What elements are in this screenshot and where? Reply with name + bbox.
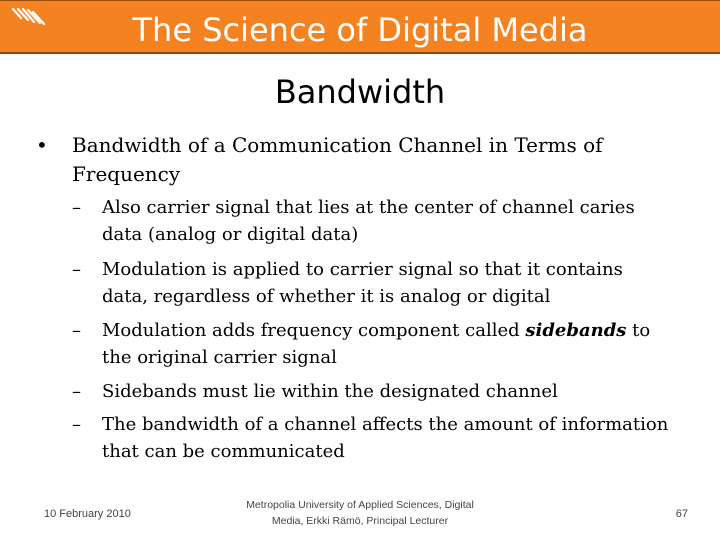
sub-bullet [72,256,672,310]
sub-bullet [72,378,672,405]
sub-bullet-text: The bandwidth of a channel affects the amount of information that can be communicated [102,414,669,462]
footer-credits-line1: Metropolia University of Applied Sciences, Digital [246,499,474,511]
sub-bullet-mark: – [72,320,81,341]
sub-bullet [72,317,672,371]
footer-date: 10 February 2010 [44,508,131,520]
sub-bullet-mark: – [72,197,81,218]
sub-bullet [72,194,672,248]
sub-bullet-mark: – [72,381,81,402]
bullet-main [36,131,654,189]
sub-bullet [72,411,672,465]
page-number: 67 [675,508,688,520]
header-title: The Science of Digital Media [132,11,588,49]
sub-bullet-mark: – [72,259,81,280]
bullet-mark: • [36,133,48,157]
footer-credits-line2: Media, Erkki Rämö, Principal Lecturer [271,515,449,527]
slide-title: Bandwidth [274,73,446,111]
sidebands-emphasis: sidebands [525,320,627,341]
sub-bullet-mark: – [72,414,81,435]
sub-bullet-text: Also carrier signal that lies at the center of channel caries data (analog or digital data) [102,197,635,245]
sub-bullet-text-after: to the original carrier signal [102,320,651,368]
footer-credits [220,497,500,529]
sub-bullet-text: Sidebands must lie within the designated channel [102,381,558,402]
sub-bullet-text: Modulation is applied to carrier signal so that it contains data, regardless of whether it is analog or digital [102,259,623,307]
sub-bullet-text-before: Modulation adds frequency component called [102,320,526,341]
sub-bullet-text [72,317,672,371]
bullet-text: Bandwidth of a Communication Channel in Terms of Frequency [72,133,603,186]
